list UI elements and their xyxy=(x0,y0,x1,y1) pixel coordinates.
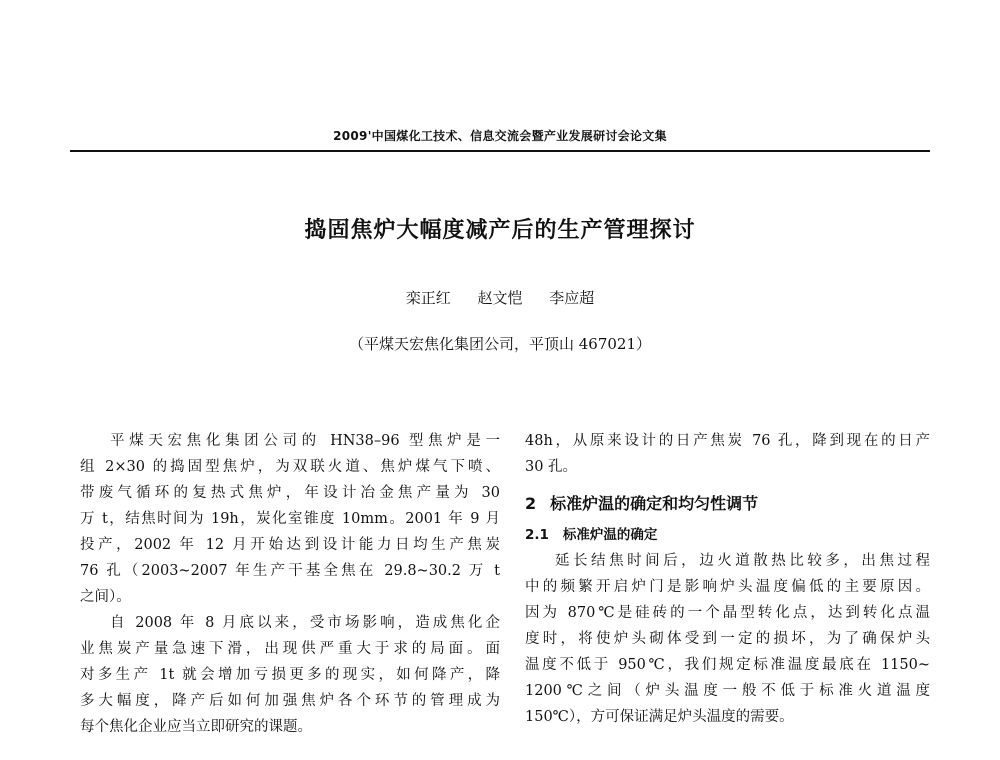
text-line: 中的频繁开启炉门是影响炉头温度偏低的主要原因。 xyxy=(525,579,930,595)
text-line: 组 2×30 的捣固型焦炉，为双联火道、焦炉煤气下喷、 xyxy=(80,459,500,475)
section-title: 标准炉温的确定和均匀性调节 xyxy=(550,494,759,513)
paper-title: 捣固焦炉大幅度减产后的生产管理探讨 xyxy=(304,218,696,243)
subsection-number: 2.1 xyxy=(525,527,549,543)
paragraph-continued xyxy=(525,428,930,480)
left-column xyxy=(80,428,500,740)
text-line: 投产，2002 年 12 月开始达到设计能力日均生产焦炭 xyxy=(80,537,500,553)
text-line: 1200℃之间（炉头温度一般不低于标准火道温度 xyxy=(525,683,930,699)
section-number: 2 xyxy=(525,494,537,513)
author-name: 赵文恺 xyxy=(477,289,523,307)
author-list xyxy=(0,287,1000,308)
author-name: 栾正红 xyxy=(405,289,451,307)
text-line: 业焦炭产量急速下滑，出现供严重大于求的局面。面 xyxy=(80,641,500,657)
text-line: 温度不低于 950℃，我们规定标准温度最底在 1150~ xyxy=(525,657,930,673)
text-line: 度时，将使炉头砌体受到一定的损坏，为了确保炉头 xyxy=(525,631,930,647)
text-line: 30 孔。 xyxy=(525,459,578,475)
running-header: 2009'中国煤化工技术、信息交流会暨产业发展研讨会论文集 xyxy=(333,129,667,143)
text-line: 每个焦化企业应当立即研究的课题。 xyxy=(80,719,312,735)
text-line: 带废气循环的复热式焦炉，年设计冶金焦产量为 30 xyxy=(80,485,500,501)
paragraph-temperature xyxy=(525,548,930,730)
text-line: 对多生产 1t 就会增加亏损更多的现实，如何降产，降 xyxy=(80,667,500,683)
subsection-heading xyxy=(525,522,930,548)
header-rule xyxy=(70,150,930,152)
text-line: 150℃），方可保证满足炉头温度的需要。 xyxy=(525,709,794,725)
section-heading xyxy=(525,486,930,522)
text-line: 因为 870℃是硅砖的一个晶型转化点，达到转化点温 xyxy=(525,605,930,621)
text-line: 多大幅度，降产后如何加强焦炉各个环节的管理成为 xyxy=(80,693,500,709)
text-line: 自 2008 年 8 月底以来，受市场影响，造成焦化企 xyxy=(110,615,500,631)
text-line: 76 孔（2003~2007 年生产干基全焦在 29.8~30.2 万 t xyxy=(80,563,500,579)
text-line: 万 t，结焦时间为 19h，炭化室锥度 10mm。2001 年 9 月 xyxy=(80,511,500,527)
affiliation: （平煤天宏焦化集团公司，平顶山 467021） xyxy=(348,335,652,353)
text-line: 平煤天宏焦化集团公司的 HN38–96 型焦炉是一 xyxy=(110,433,500,449)
subsection-title: 标准炉温的确定 xyxy=(562,527,658,543)
text-line: 之间）。 xyxy=(80,589,131,605)
paragraph-intro xyxy=(80,428,500,610)
text-line: 48h，从原来设计的日产焦炭 76 孔，降到现在的日产 xyxy=(525,433,930,449)
right-column xyxy=(525,428,930,730)
author-name: 李应超 xyxy=(549,289,595,307)
text-line: 延长结焦时间后，边火道散热比较多，出焦过程 xyxy=(555,553,930,569)
paragraph-background xyxy=(80,610,500,740)
